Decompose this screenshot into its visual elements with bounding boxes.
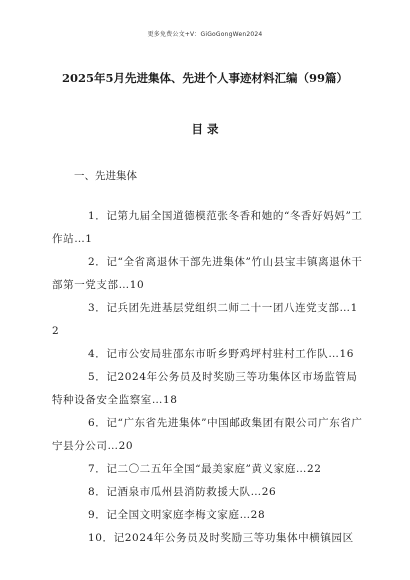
toc-entry: 9．记全国文明家庭李梅文家庭…28 [88, 509, 266, 521]
toc-entry: 5．记2024年公务员及时奖励三等功集体区市场监管局特种设备安全监察室…18 [52, 371, 358, 406]
toc-entry: 8．记酒泉市瓜州县消防救援大队…26 [88, 486, 277, 498]
toc-entry: 7．记二〇二五年全国“最美家庭”黄义家庭…22 [88, 463, 322, 475]
document-title: 2025年5月先进集体、先进个人事迹材料汇编（99篇） [61, 71, 348, 85]
toc-heading: 目 录 [191, 122, 219, 136]
toc-entry: 3．记兵团先进基层党组织二师二十一团八连党支部…12 [52, 302, 358, 337]
toc-entry: 1．记第九届全国道德模范张冬香和她的“冬香好妈妈”工作站…1 [52, 210, 363, 245]
toc-entry: 10．记2024年公务员及时奖励三等功集体中横镇园区 [88, 532, 354, 544]
toc-entry: 6．记“广东省先进集体”中国邮政集团有限公司广东省广宁县分公司…20 [52, 417, 363, 452]
header-note: 更多免费公文+V：GiGoGongWen2024 [147, 31, 263, 38]
toc-entry: 4．记市公安局驻邵东市昕乡野鸡坪村驻村工作队…16 [88, 348, 355, 360]
toc-entry: 2．记“全省离退休干部先进集体”竹山县宝丰镇离退休干部第一党支部…10 [52, 256, 363, 291]
section-title: 一、先进集体 [74, 170, 137, 182]
